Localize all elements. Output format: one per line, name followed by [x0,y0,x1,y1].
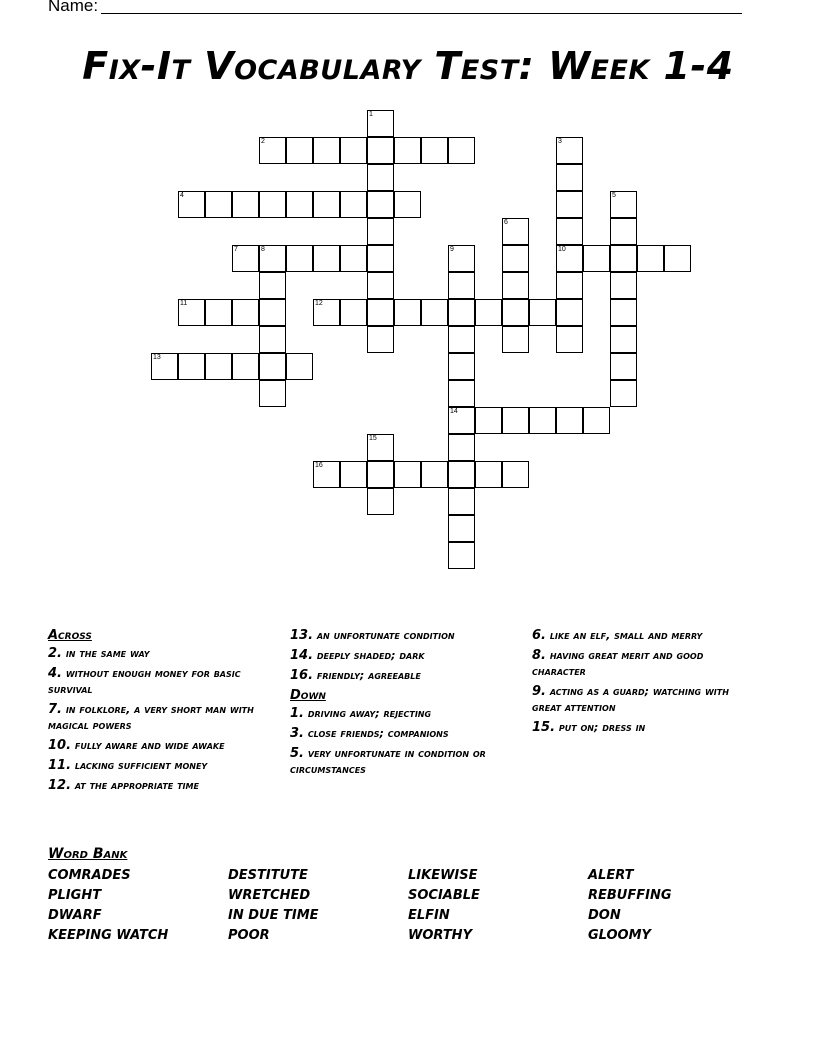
crossword-cell[interactable] [367,137,394,164]
crossword-cell[interactable] [178,299,205,326]
crossword-cell[interactable] [259,299,286,326]
crossword-cell[interactable] [529,299,556,326]
clue-number: 7 [234,246,238,253]
down-heading: Down [290,688,326,703]
crossword-cell[interactable] [556,299,583,326]
clue-item [532,720,742,736]
crossword-cell[interactable] [448,137,475,164]
crossword-cell[interactable] [448,461,475,488]
crossword-cell[interactable] [502,461,529,488]
crossword-cell[interactable] [178,191,205,218]
crossword-cell[interactable] [448,326,475,353]
clue-item [290,726,515,742]
crossword-cell[interactable] [205,191,232,218]
clue-item [290,706,515,722]
word-bank-item: POOR [228,928,270,943]
crossword-cell[interactable] [556,137,583,164]
clue-item-number: 15. [532,720,556,735]
clue-item-number: 4. [48,666,62,681]
word-bank-item: DESTITUTE [228,868,308,883]
crossword-cell[interactable] [556,245,583,272]
crossword-cell[interactable] [313,191,340,218]
clue-item-text: fully aware and wide awake [71,739,225,752]
clue-number: 14 [450,408,458,415]
crossword-cell[interactable] [367,326,394,353]
word-bank-item: ALERT [588,868,634,883]
word-bank-item: COMRADES [48,868,131,883]
clue-item-number: 5. [290,746,304,761]
clue-item [48,702,273,734]
across-heading: Across [48,628,92,643]
crossword-cell[interactable] [340,137,367,164]
crossword-cell[interactable] [610,272,637,299]
word-bank-heading: Word Bank [48,846,128,862]
crossword-cell[interactable] [232,299,259,326]
word-bank-item: ELFIN [408,908,450,923]
page-title: Fix-It Vocabulary Test: Week 1-4 [82,44,734,88]
clue-item [532,648,742,680]
crossword-cell[interactable] [421,461,448,488]
clue-item-number: 14. [290,648,314,663]
clue-item-text: having great merit and good character [532,649,704,678]
crossword-cell[interactable] [205,299,232,326]
crossword-cell[interactable] [610,326,637,353]
crossword-cell[interactable] [367,434,394,461]
crossword-cell[interactable] [448,245,475,272]
clue-number: 9 [450,246,454,253]
clue-item-text: without enough money for basic survival [48,667,241,696]
crossword-cell[interactable] [502,407,529,434]
crossword-cell[interactable] [178,353,205,380]
crossword-cell[interactable] [556,218,583,245]
clue-item-number: 3. [290,726,304,741]
crossword-cell[interactable] [448,353,475,380]
word-bank-item: GLOOMY [588,928,651,943]
clue-item [290,628,515,644]
crossword-cell[interactable] [340,461,367,488]
crossword-cell[interactable] [286,137,313,164]
clue-item-text: in the same way [61,647,150,660]
word-bank-item: SOCIABLE [408,888,480,903]
word-bank-item: PLIGHT [48,888,102,903]
clue-item-number: 16. [290,668,314,683]
crossword-cell[interactable] [394,461,421,488]
crossword-cell[interactable] [610,380,637,407]
clue-item [532,628,742,644]
crossword-cell[interactable] [367,218,394,245]
crossword-cell[interactable] [610,191,637,218]
crossword-cell[interactable] [286,245,313,272]
clue-number: 8 [261,246,265,253]
clues-column-2 [290,628,515,782]
crossword-cell[interactable] [367,110,394,137]
crossword-cell[interactable] [394,191,421,218]
word-bank-item: REBUFFING [588,888,672,903]
crossword-cell[interactable] [502,272,529,299]
clue-number: 12 [315,300,323,307]
crossword-cell[interactable] [340,299,367,326]
clue-item-text: very unfortunate in condition or circumstances [290,747,486,776]
clue-item-text: deeply shaded; dark [313,649,425,662]
clue-item-text: driving away; rejecting [303,707,432,720]
clue-number: 10 [558,246,566,253]
crossword-cell[interactable] [340,191,367,218]
crossword-cell[interactable] [232,353,259,380]
clue-item-number: 11. [48,758,72,773]
crossword-cell[interactable] [394,137,421,164]
clue-item-number: 6. [532,628,546,643]
crossword-cell[interactable] [367,461,394,488]
clue-item-text: at the appropriate time [71,779,199,792]
crossword-cell[interactable] [313,299,340,326]
crossword-cell[interactable] [556,272,583,299]
crossword-cell[interactable] [583,407,610,434]
crossword-cell[interactable] [502,245,529,272]
crossword-cell[interactable] [448,434,475,461]
crossword-cell[interactable] [151,353,178,380]
clue-number: 13 [153,354,161,361]
clues-column-1 [48,628,273,798]
name-label: Name: [48,0,99,15]
crossword-cell[interactable] [367,164,394,191]
clue-item [290,648,515,664]
crossword-cell[interactable] [394,299,421,326]
clue-number: 16 [315,462,323,469]
crossword-cell[interactable] [367,191,394,218]
word-bank-item: WRETCHED [228,888,311,903]
crossword-cell[interactable] [637,245,664,272]
crossword-cell[interactable] [448,515,475,542]
crossword-cell[interactable] [313,461,340,488]
clue-item-number: 2. [48,646,62,661]
clue-item [48,646,273,662]
clues-column-3 [532,628,742,740]
crossword-cell[interactable] [286,191,313,218]
clue-number: 2 [261,138,265,145]
clue-number: 4 [180,192,184,199]
clue-number: 3 [558,138,562,145]
clue-item-text: close friends; companions [303,727,449,740]
crossword-cell[interactable] [313,245,340,272]
crossword-cell[interactable] [421,137,448,164]
crossword-cell[interactable] [583,245,610,272]
clue-item-number: 1. [290,706,304,721]
clue-item-text: like an elf, small and merry [545,629,703,642]
clue-item [48,738,273,754]
clue-item-text: an unfortunate condition [313,629,455,642]
crossword-cell[interactable] [448,299,475,326]
crossword-cell[interactable] [340,245,367,272]
crossword-cell[interactable] [475,407,502,434]
clue-item-text: lacking sufficient money [71,759,208,772]
crossword-cell[interactable] [448,380,475,407]
crossword-cell[interactable] [313,137,340,164]
clue-item-number: 7. [48,702,62,717]
crossword-cell[interactable] [367,245,394,272]
clue-item-text: friendly; agreeable [313,669,421,682]
clue-item-text: acting as a guard; watching with great attention [532,685,729,714]
crossword-cell[interactable] [610,245,637,272]
crossword-cell[interactable] [367,299,394,326]
word-bank-item: LIKEWISE [408,868,478,883]
word-bank [48,846,768,943]
word-bank-item: DWARF [48,908,102,923]
clue-item-number: 10. [48,738,72,753]
crossword-cell[interactable] [259,380,286,407]
crossword-cell[interactable] [448,542,475,569]
crossword-cell[interactable] [556,164,583,191]
crossword-cell[interactable] [205,353,232,380]
clue-item-text: put on; dress in [555,721,646,734]
crossword-cell[interactable] [421,299,448,326]
clue-item [48,778,273,794]
crossword-cell[interactable] [556,191,583,218]
crossword-cell[interactable] [259,326,286,353]
clue-item [48,666,273,698]
crossword-cell[interactable] [367,272,394,299]
clue-number: 11 [180,300,188,307]
crossword-cell[interactable] [259,272,286,299]
crossword-cell[interactable] [556,407,583,434]
crossword-cell[interactable] [610,218,637,245]
word-bank-grid [48,868,768,943]
clue-item-number: 13. [290,628,314,643]
clue-item [290,668,515,684]
clue-item-number: 8. [532,648,546,663]
word-bank-item: WORTHY [408,928,472,943]
clue-item [290,746,515,778]
word-bank-item: IN DUE TIME [228,908,319,923]
clue-number: 15 [369,435,377,442]
word-bank-item: DON [588,908,621,923]
crossword-cell[interactable] [529,407,556,434]
clue-item [532,684,742,716]
clue-item-number: 12. [48,778,72,793]
crossword-cell[interactable] [286,353,313,380]
crossword-cell[interactable] [502,218,529,245]
crossword-cell[interactable] [259,191,286,218]
word-bank-item: KEEPING WATCH [48,928,169,943]
crossword-cell[interactable] [232,245,259,272]
crossword-cell[interactable] [475,299,502,326]
crossword-cell[interactable] [259,353,286,380]
clue-item [48,758,273,774]
crossword-cell[interactable] [556,326,583,353]
crossword-cell[interactable] [448,488,475,515]
crossword-cell[interactable] [502,326,529,353]
crossword-cell[interactable] [610,299,637,326]
crossword-cell[interactable] [502,299,529,326]
crossword-cell[interactable] [259,245,286,272]
crossword-cell[interactable] [448,272,475,299]
clue-item-text: in folklore, a very short man with magical powers [48,703,254,732]
crossword-cell[interactable] [475,461,502,488]
crossword-cell[interactable] [259,137,286,164]
crossword-cell[interactable] [448,407,475,434]
clue-number: 5 [612,192,616,199]
crossword-cell[interactable] [367,488,394,515]
clue-number: 1 [369,111,373,118]
crossword-cell[interactable] [610,353,637,380]
crossword-cell[interactable] [232,191,259,218]
clue-item-number: 9. [532,684,546,699]
crossword-cell[interactable] [664,245,691,272]
clue-number: 6 [504,219,508,226]
